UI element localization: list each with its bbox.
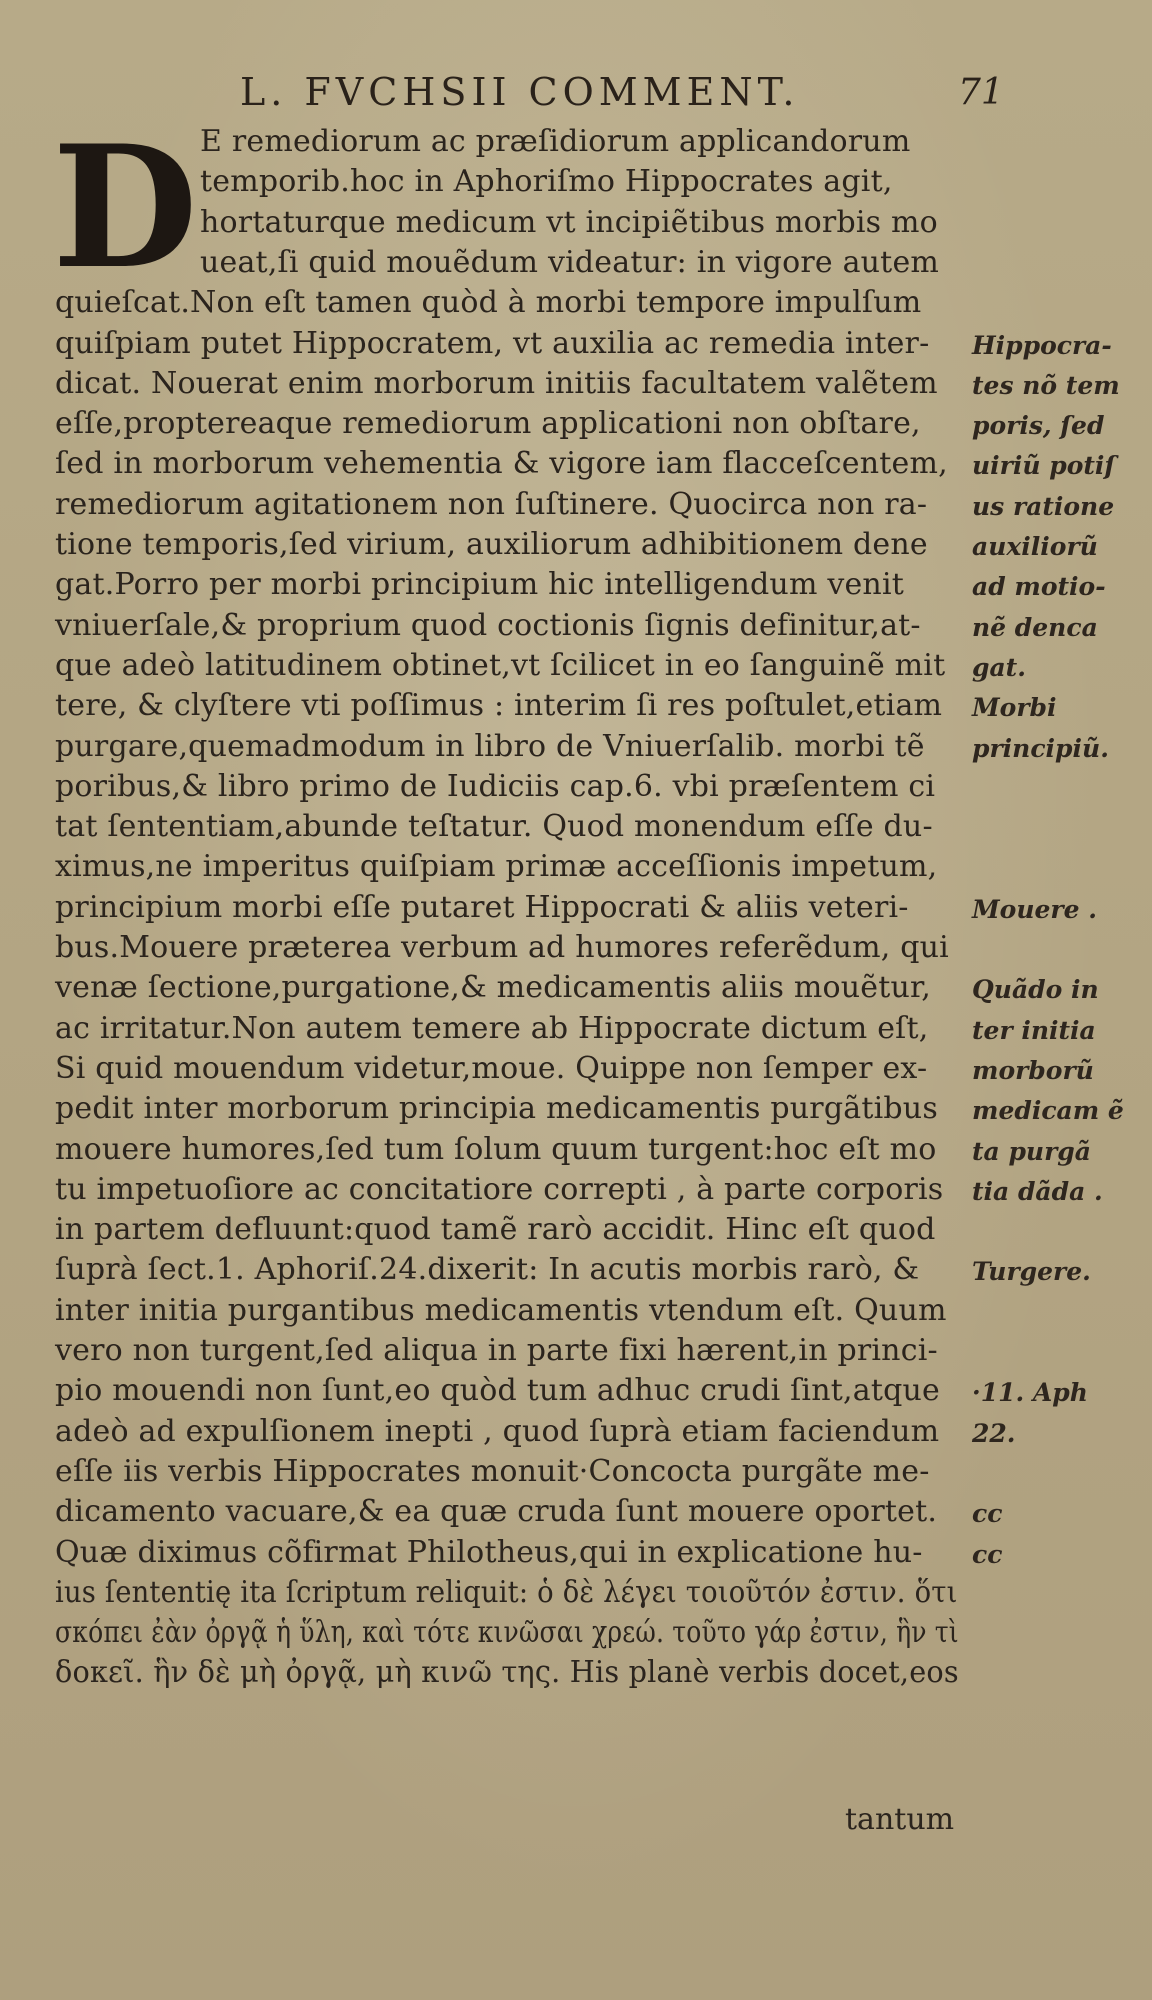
text-line: inter initia purgantibus medicamentis vtendum eſt. Quum — [55, 1292, 947, 1328]
drop-cap-initial: D — [52, 108, 198, 306]
text-line: ximus,ne imperitus quiſpiam primæ acceſſionis impetum, — [55, 849, 938, 885]
text-line: pio mouendi non ſunt,eo quòd tum adhuc crudi ſint,atque — [55, 1373, 940, 1409]
margin-note: nẽ denca — [972, 612, 1098, 642]
text-line: tu impetuoſiore ac concitatiore correpti , à parte corporis — [55, 1171, 944, 1207]
text-line: gat.Porro per morbi principium hic intelligendum venit — [55, 567, 904, 603]
margin-note: Hippocra- — [972, 330, 1112, 360]
text-line: pedit inter morborum principia medicamentis purgãtibus — [55, 1091, 938, 1127]
margin-note: us ratione — [972, 491, 1115, 521]
text-line: tione temporis,ſed virium, auxiliorum adhibitionem dene — [55, 527, 928, 562]
text-line: que adeò latitudinem obtinet,vt ſcilicet in eo ſanguinẽ mit — [55, 647, 946, 683]
text-line: remediorum agitationem non ſuſtinere. Quocirca non ra- — [55, 486, 928, 522]
running-title: L. FVCHSII COMMENT. — [240, 70, 800, 114]
text-line: hortaturque medicum vt incipiẽtibus morbis mo — [200, 204, 938, 240]
margin-note: Quãdo in — [972, 975, 1099, 1005]
margin-note: 22. — [972, 1418, 1016, 1448]
margin-note: Turgere. — [972, 1257, 1091, 1287]
text-line: in partem defluunt:quod tamẽ rarò accidit. Hinc eſt quod — [55, 1212, 936, 1248]
margin-note: ter initia — [972, 1015, 1096, 1045]
text-line: vniuerſale,& proprium quod coctionis ſignis definitur,at- — [55, 607, 921, 643]
margin-note: morborũ — [972, 1055, 1094, 1085]
margin-note: Morbi — [972, 693, 1057, 723]
text-line: σκόπει ἐὰν ὀργᾷ ἡ ὕλη, καὶ τότε κινῶσαι χρεώ. τοῦτο γάρ ἐστιν, ἣν τὶ — [55, 1615, 959, 1651]
margin-note: cc — [972, 1539, 1003, 1569]
text-line: E remediorum ac præſidiorum applicandorum — [200, 124, 911, 159]
margin-note: auxiliorũ — [972, 532, 1098, 561]
margin-note: tia dãda . — [972, 1176, 1103, 1206]
text-line: ac irritatur.Non autem temere ab Hippocrate dictum eſt, — [55, 1010, 929, 1046]
text-line: dicamento vacuare,& ea quæ cruda ſunt mouere oportet. — [55, 1494, 938, 1530]
margin-note: uiriũ potiſ — [972, 451, 1116, 481]
margin-note: gat. — [972, 652, 1026, 682]
text-line: vero non turgent,ſed aliqua in parte fixi hærent,in princi- — [55, 1333, 938, 1368]
text-line: temporib.hoc in Aphoriſmo Hippocrates agit, — [200, 164, 893, 200]
margin-note: cc — [972, 1499, 1003, 1529]
margin-note: ta purgã — [972, 1136, 1091, 1166]
text-line: tere, & clyſtere vti poſſimus : interim ſi res poſtulet,etiam — [55, 688, 943, 724]
margin-note: medicam ẽ — [972, 1096, 1124, 1126]
catchword: tantum — [845, 1802, 955, 1837]
text-line: quiſpiam putet Hippocratem, vt auxilia ac remedia inter- — [55, 325, 930, 361]
text-line: ſuprà ſect.1. Aphoriſ.24.dixerit: In acutis morbis rarò, & — [55, 1252, 920, 1288]
margin-note: principiũ. — [972, 733, 1109, 763]
text-line: mouere humores,ſed tum ſolum quum turgent:hoc eſt mo — [55, 1131, 937, 1167]
text-line: dicat. Nouerat enim morborum initiis facultatem valẽtem — [55, 365, 938, 401]
text-line: eſſe iis verbis Hippocrates monuit·Concocta purgãte me- — [55, 1453, 930, 1489]
text-line: δοκεῖ. ἣν δὲ μὴ ὀργᾷ, μὴ κινῶ της. His planè verbis docet,eos — [55, 1655, 959, 1691]
text-line: ſed in morborum vehementia & vigore iam flacceſcentem, — [55, 446, 948, 482]
text-line: bus.Mouere præterea verbum ad humores referẽdum, qui — [55, 930, 949, 965]
text-line: ius ſententię ita ſcriptum reliquit: ὁ δὲ λέγει τοιοῦτόν ἐστιν. ὅτι — [55, 1574, 958, 1610]
page-number: 71 — [958, 72, 1004, 113]
text-line: quieſcat.Non eſt tamen quòd à morbi tempore impulſum — [55, 285, 922, 321]
text-line: venæ ſectione,purgatione,& medicamentis aliis mouẽtur, — [55, 970, 931, 1006]
text-line: eſſe,proptereaque remediorum applicationi non obſtare, — [55, 406, 921, 442]
text-line: principium morbi eſſe putaret Hippocrati & aliis veteri- — [55, 889, 909, 925]
text-line: purgare,quemadmodum in libro de Vniuerſalib. morbi tẽ — [55, 728, 925, 764]
margin-note: ·11. Aph — [972, 1378, 1088, 1408]
text-line: poribus,& libro primo de Iudiciis cap.6. vbi præſentem ci — [55, 768, 936, 804]
text-line: adeò ad expulſionem inepti , quod ſuprà etiam faciendum — [55, 1413, 940, 1449]
margin-note: tes nõ tem — [972, 370, 1120, 400]
margin-note: poris, ſed — [972, 411, 1105, 441]
text-line: ueat,ſi quid mouẽdum videatur: in vigore autem — [200, 244, 940, 280]
margin-note: ad motio- — [972, 572, 1106, 602]
margin-note: Mouere . — [972, 894, 1097, 924]
text-line: Si quid mouendum videtur,moue. Quippe non ſemper ex- — [55, 1050, 928, 1086]
text-line: Quæ diximus cõfirmat Philotheus,qui in explicatione hu- — [55, 1534, 923, 1570]
text-line: tat ſententiam,abunde teſtatur. Quod monendum eſſe du- — [55, 809, 933, 845]
